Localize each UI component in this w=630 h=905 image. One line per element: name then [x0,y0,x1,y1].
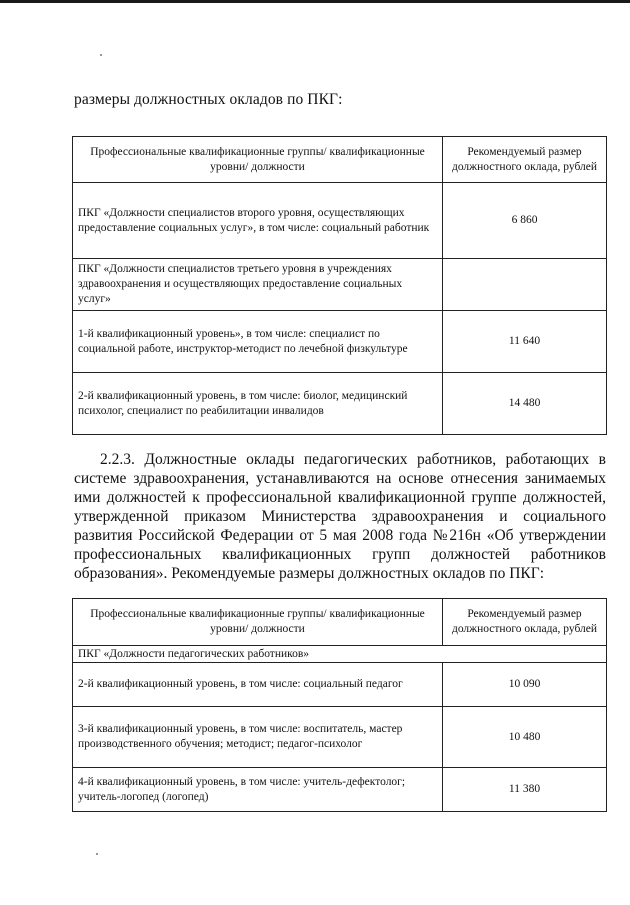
salary-table-2 [72,598,607,812]
salary-table-1 [72,136,607,435]
row-value: 11 380 [443,768,607,812]
scan-speck [100,54,102,56]
table-header-row [73,599,607,646]
header-salary: Рекомендуемый размер должностного оклада, рублей [443,599,607,646]
row-value: 14 480 [443,373,607,435]
scan-speck [96,853,98,855]
row-name: ПКГ «Должности специалистов третьего уровня в учреждениях здравоохранения и осуществляющих предоставление социальных услуг» [73,259,443,311]
row-name: 4-й квалификационный уровень, в том числе: учитель-дефектолог; учитель-логопед (логопед) [73,768,443,812]
table-group-row [73,646,607,663]
row-name: 3-й квалификационный уровень, в том числе: воспитатель, мастер производственного обучения; методист; педагог-психолог [73,707,443,768]
header-salary: Рекомендуемый размер должностного оклада, рублей [443,137,607,183]
intro-text: размеры должностных окладов по ПКГ: [74,91,343,108]
table-header-row [73,137,607,183]
table-row [73,183,607,259]
scan-top-border [0,0,630,3]
row-name: ПКГ «Должности специалистов второго уровня, осуществляющих предоставление социальных услуг», в том числе: социальный работник [73,183,443,259]
table-row [73,663,607,707]
row-value: 10 090 [443,663,607,707]
group-title: ПКГ «Должности педагогических работников» [73,646,607,663]
row-value [443,259,607,311]
row-name: 2-й квалификационный уровень, в том числе: социальный педагог [73,663,443,707]
row-value: 6 860 [443,183,607,259]
table-row [73,259,607,311]
table-row [73,707,607,768]
table-row [73,373,607,435]
header-groups: Профессиональные квалификационные группы/ квалификационные уровни/ должности [73,137,443,183]
table-row [73,768,607,812]
row-value: 11 640 [443,311,607,373]
paragraph-2-2-3 [74,450,606,583]
header-groups: Профессиональные квалификационные группы/ квалификационные уровни/ должности [73,599,443,646]
row-name: 1-й квалификационный уровень», в том числе: специалист по социальной работе, инструктор-методист по лечебной физкультуре [73,311,443,373]
paragraph-text: 2.2.3. Должностные оклады педагогических работников, работающих в системе здравоохранения, устанавливаются на основе отнесения занимаемых ими должностей к профессиональной квалификационной группе должностей, утвержденной приказом Министерства здравоохранения и социального развития Российской Федерации от 5 мая 2008 года №216н «Об утверждении профессиональных квалификационных групп должностей работников образования». Рекомендуемые размеры должностных окладов по ПКГ: [74,451,606,582]
table-row [73,311,607,373]
row-name: 2-й квалификационный уровень, в том числе: биолог, медицинский психолог, специалист по реабилитации инвалидов [73,373,443,435]
row-value: 10 480 [443,707,607,768]
